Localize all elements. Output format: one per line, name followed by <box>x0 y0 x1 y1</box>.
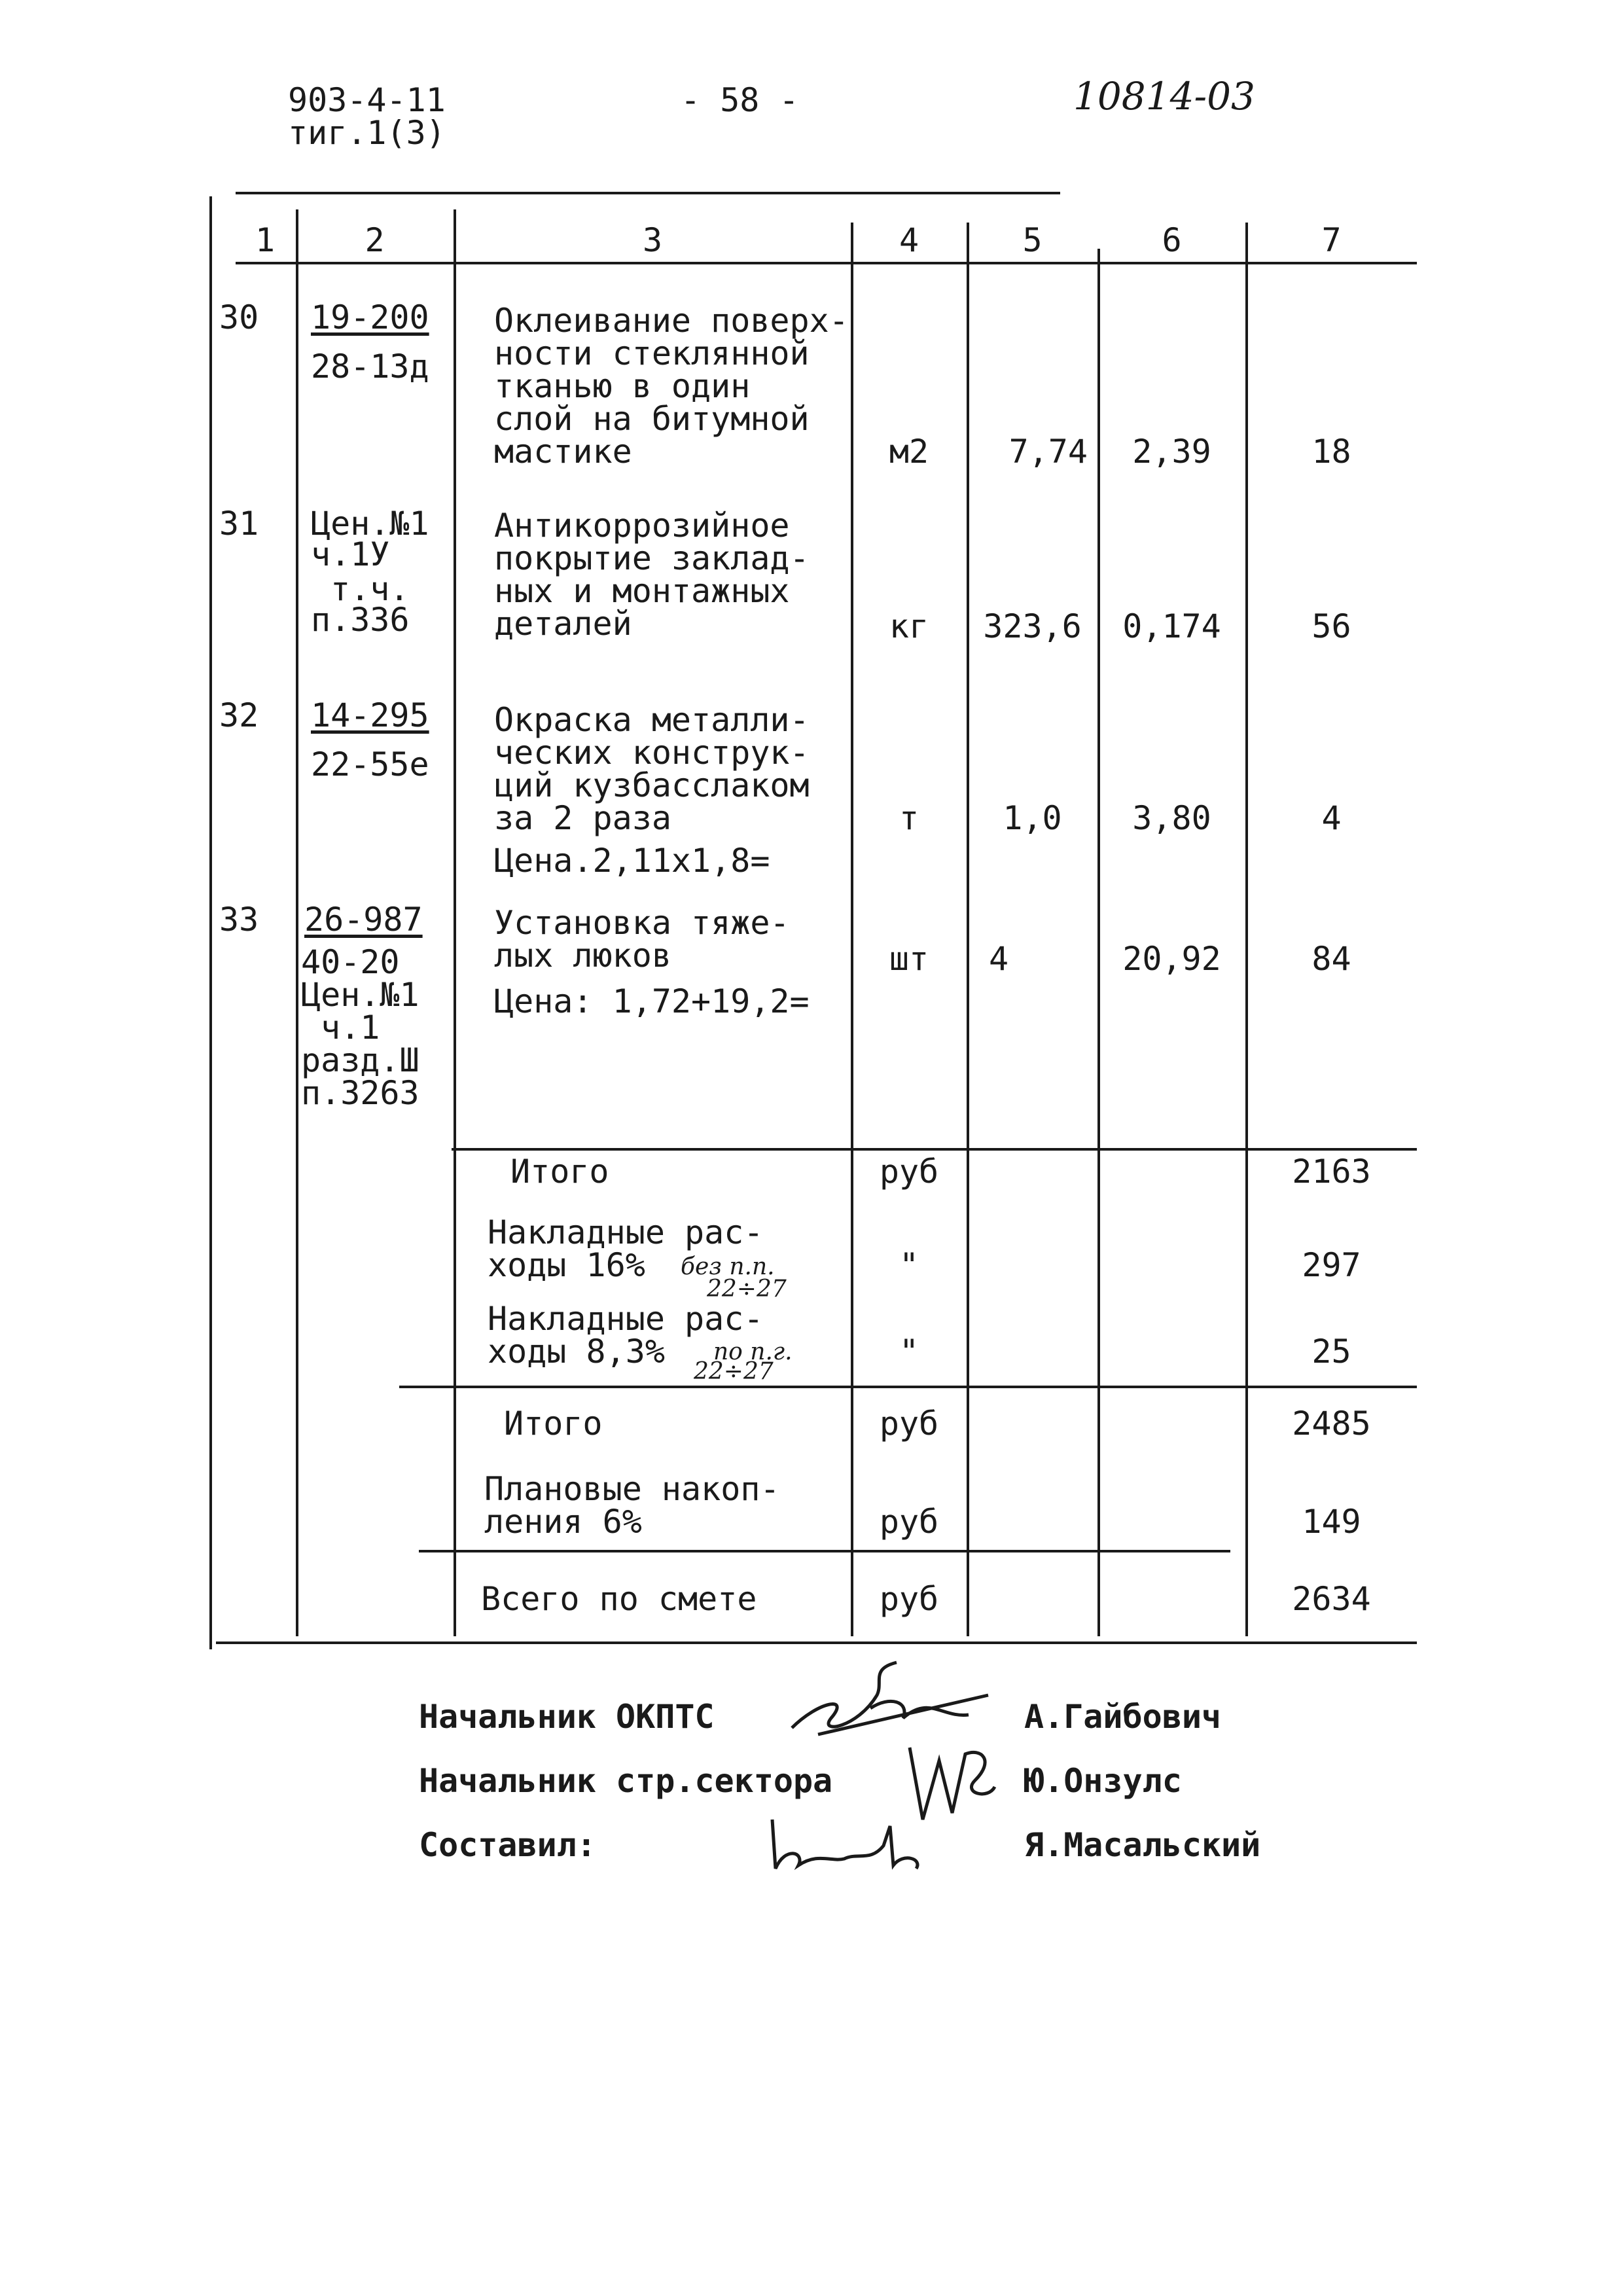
norm-code: 22-55е <box>311 745 429 783</box>
item-quantity: 4 <box>989 940 1009 978</box>
item-description: ций кузбасслаком <box>494 766 810 804</box>
summary-total: 297 <box>1302 1246 1361 1284</box>
summary-label: Всего по смете <box>481 1580 757 1618</box>
item-description: ных и монтажных <box>494 572 790 610</box>
summary-label: Плановые накоп- <box>484 1470 780 1508</box>
item-description: Окраска металли- <box>494 701 810 739</box>
norm-code: 26-987 <box>304 901 423 939</box>
summary-unit: руб <box>879 1580 939 1618</box>
item-total: 4 <box>1321 799 1342 837</box>
item-unit: м2 <box>889 433 929 471</box>
item-description: Установка тяже- <box>494 904 790 942</box>
signer-role: Начальник стр.сектора <box>419 1762 833 1800</box>
summary-unit: руб <box>879 1405 939 1443</box>
row-number: 30 <box>219 298 259 336</box>
summary-total: 25 <box>1311 1333 1351 1371</box>
summary-label: ходы 16% <box>488 1246 645 1284</box>
item-total: 56 <box>1311 607 1351 645</box>
summary-note: 22÷27 <box>694 1358 774 1385</box>
page-number: - 58 - <box>681 81 799 119</box>
norm-code: п.3263 <box>301 1074 419 1112</box>
item-price: 2,39 <box>1132 433 1211 471</box>
norm-code: п.336 <box>311 601 410 639</box>
summary-label: Итого <box>504 1405 603 1443</box>
column-header-5: 5 <box>1022 221 1043 259</box>
item-description: ческих конструк- <box>494 734 810 772</box>
item-description: лых люков <box>494 937 671 975</box>
signer-role: Начальник ОКПТС <box>419 1698 715 1736</box>
document-code: 903-4-11 <box>288 81 446 119</box>
row-number: 33 <box>219 901 259 939</box>
norm-code: т.ч. <box>330 570 410 608</box>
item-price: 0,174 <box>1122 607 1221 645</box>
summary-total: 149 <box>1302 1503 1361 1541</box>
signer-name: А.Гайбович <box>1024 1698 1222 1736</box>
handwritten-signature <box>759 1806 949 1878</box>
column-header-7: 7 <box>1321 221 1342 259</box>
item-quantity: 7,74 <box>1008 433 1088 471</box>
norm-code: 40-20 <box>301 943 400 981</box>
item-quantity: 1,0 <box>1003 799 1062 837</box>
item-description: ности стеклянной <box>494 334 810 372</box>
summary-label: Итого <box>510 1153 609 1191</box>
item-unit: т <box>899 799 919 837</box>
summary-label: Накладные рас- <box>488 1213 764 1251</box>
column-header-6: 6 <box>1162 221 1182 259</box>
item-description: мастике <box>494 433 632 471</box>
summary-total: 2163 <box>1292 1153 1371 1191</box>
column-header-3: 3 <box>642 221 663 259</box>
item-quantity: 323,6 <box>983 607 1082 645</box>
item-description: Оклеивание поверх- <box>494 302 849 340</box>
norm-code: 14-295 <box>311 696 429 734</box>
item-description: покрытие заклад- <box>494 539 810 577</box>
norm-code: разд.Ш <box>301 1041 419 1079</box>
summary-label: ления 6% <box>484 1503 642 1541</box>
item-description: слой на битумной <box>494 400 810 438</box>
item-total: 84 <box>1311 940 1351 978</box>
signer-role: Составил: <box>419 1826 596 1864</box>
row-number: 32 <box>219 696 259 734</box>
row-number: 31 <box>219 505 259 543</box>
item-description: Антикоррозийное <box>494 507 790 545</box>
item-total: 18 <box>1311 433 1351 471</box>
norm-code: 19-200 <box>311 298 429 336</box>
price-formula: Цена: 1,72+19,2= <box>494 982 810 1020</box>
norm-code: ч.1У <box>311 535 390 573</box>
document-number: 10814-03 <box>1073 74 1255 118</box>
summary-total: 2485 <box>1292 1405 1371 1443</box>
norm-code: Цен.№1 <box>311 505 429 543</box>
summary-label: ходы 8,3% <box>488 1333 665 1371</box>
summary-unit: " <box>899 1333 919 1371</box>
item-price: 3,80 <box>1132 799 1211 837</box>
item-description: за 2 раза <box>494 799 671 837</box>
signer-name: Я.Масальский <box>1024 1826 1261 1864</box>
norm-code: 28-13д <box>311 348 429 386</box>
norm-code: Цен.№1 <box>301 976 419 1014</box>
summary-unit: руб <box>879 1503 939 1541</box>
item-unit: кг <box>889 607 929 645</box>
item-unit: шт <box>889 940 929 978</box>
summary-total: 2634 <box>1292 1580 1371 1618</box>
item-description: деталей <box>494 605 632 643</box>
signer-name: Ю.Онзулс <box>1024 1762 1182 1800</box>
column-header-4: 4 <box>899 221 919 259</box>
summary-note: 22÷27 <box>707 1276 787 1302</box>
summary-note: без п.п. <box>681 1253 775 1280</box>
norm-code: ч.1 <box>321 1009 380 1047</box>
summary-note: по п.г. <box>713 1338 793 1365</box>
column-header-2: 2 <box>365 221 385 259</box>
summary-unit: руб <box>879 1153 939 1191</box>
summary-unit: " <box>899 1246 919 1284</box>
column-header-1: 1 <box>255 221 276 259</box>
document-variant: тиг.1(3) <box>288 114 446 152</box>
handwritten-signature <box>779 1656 1001 1748</box>
item-description: тканью в один <box>494 367 751 405</box>
summary-label: Накладные рас- <box>488 1300 764 1338</box>
price-formula: Цена.2,11х1,8= <box>494 842 770 880</box>
item-price: 20,92 <box>1122 940 1221 978</box>
